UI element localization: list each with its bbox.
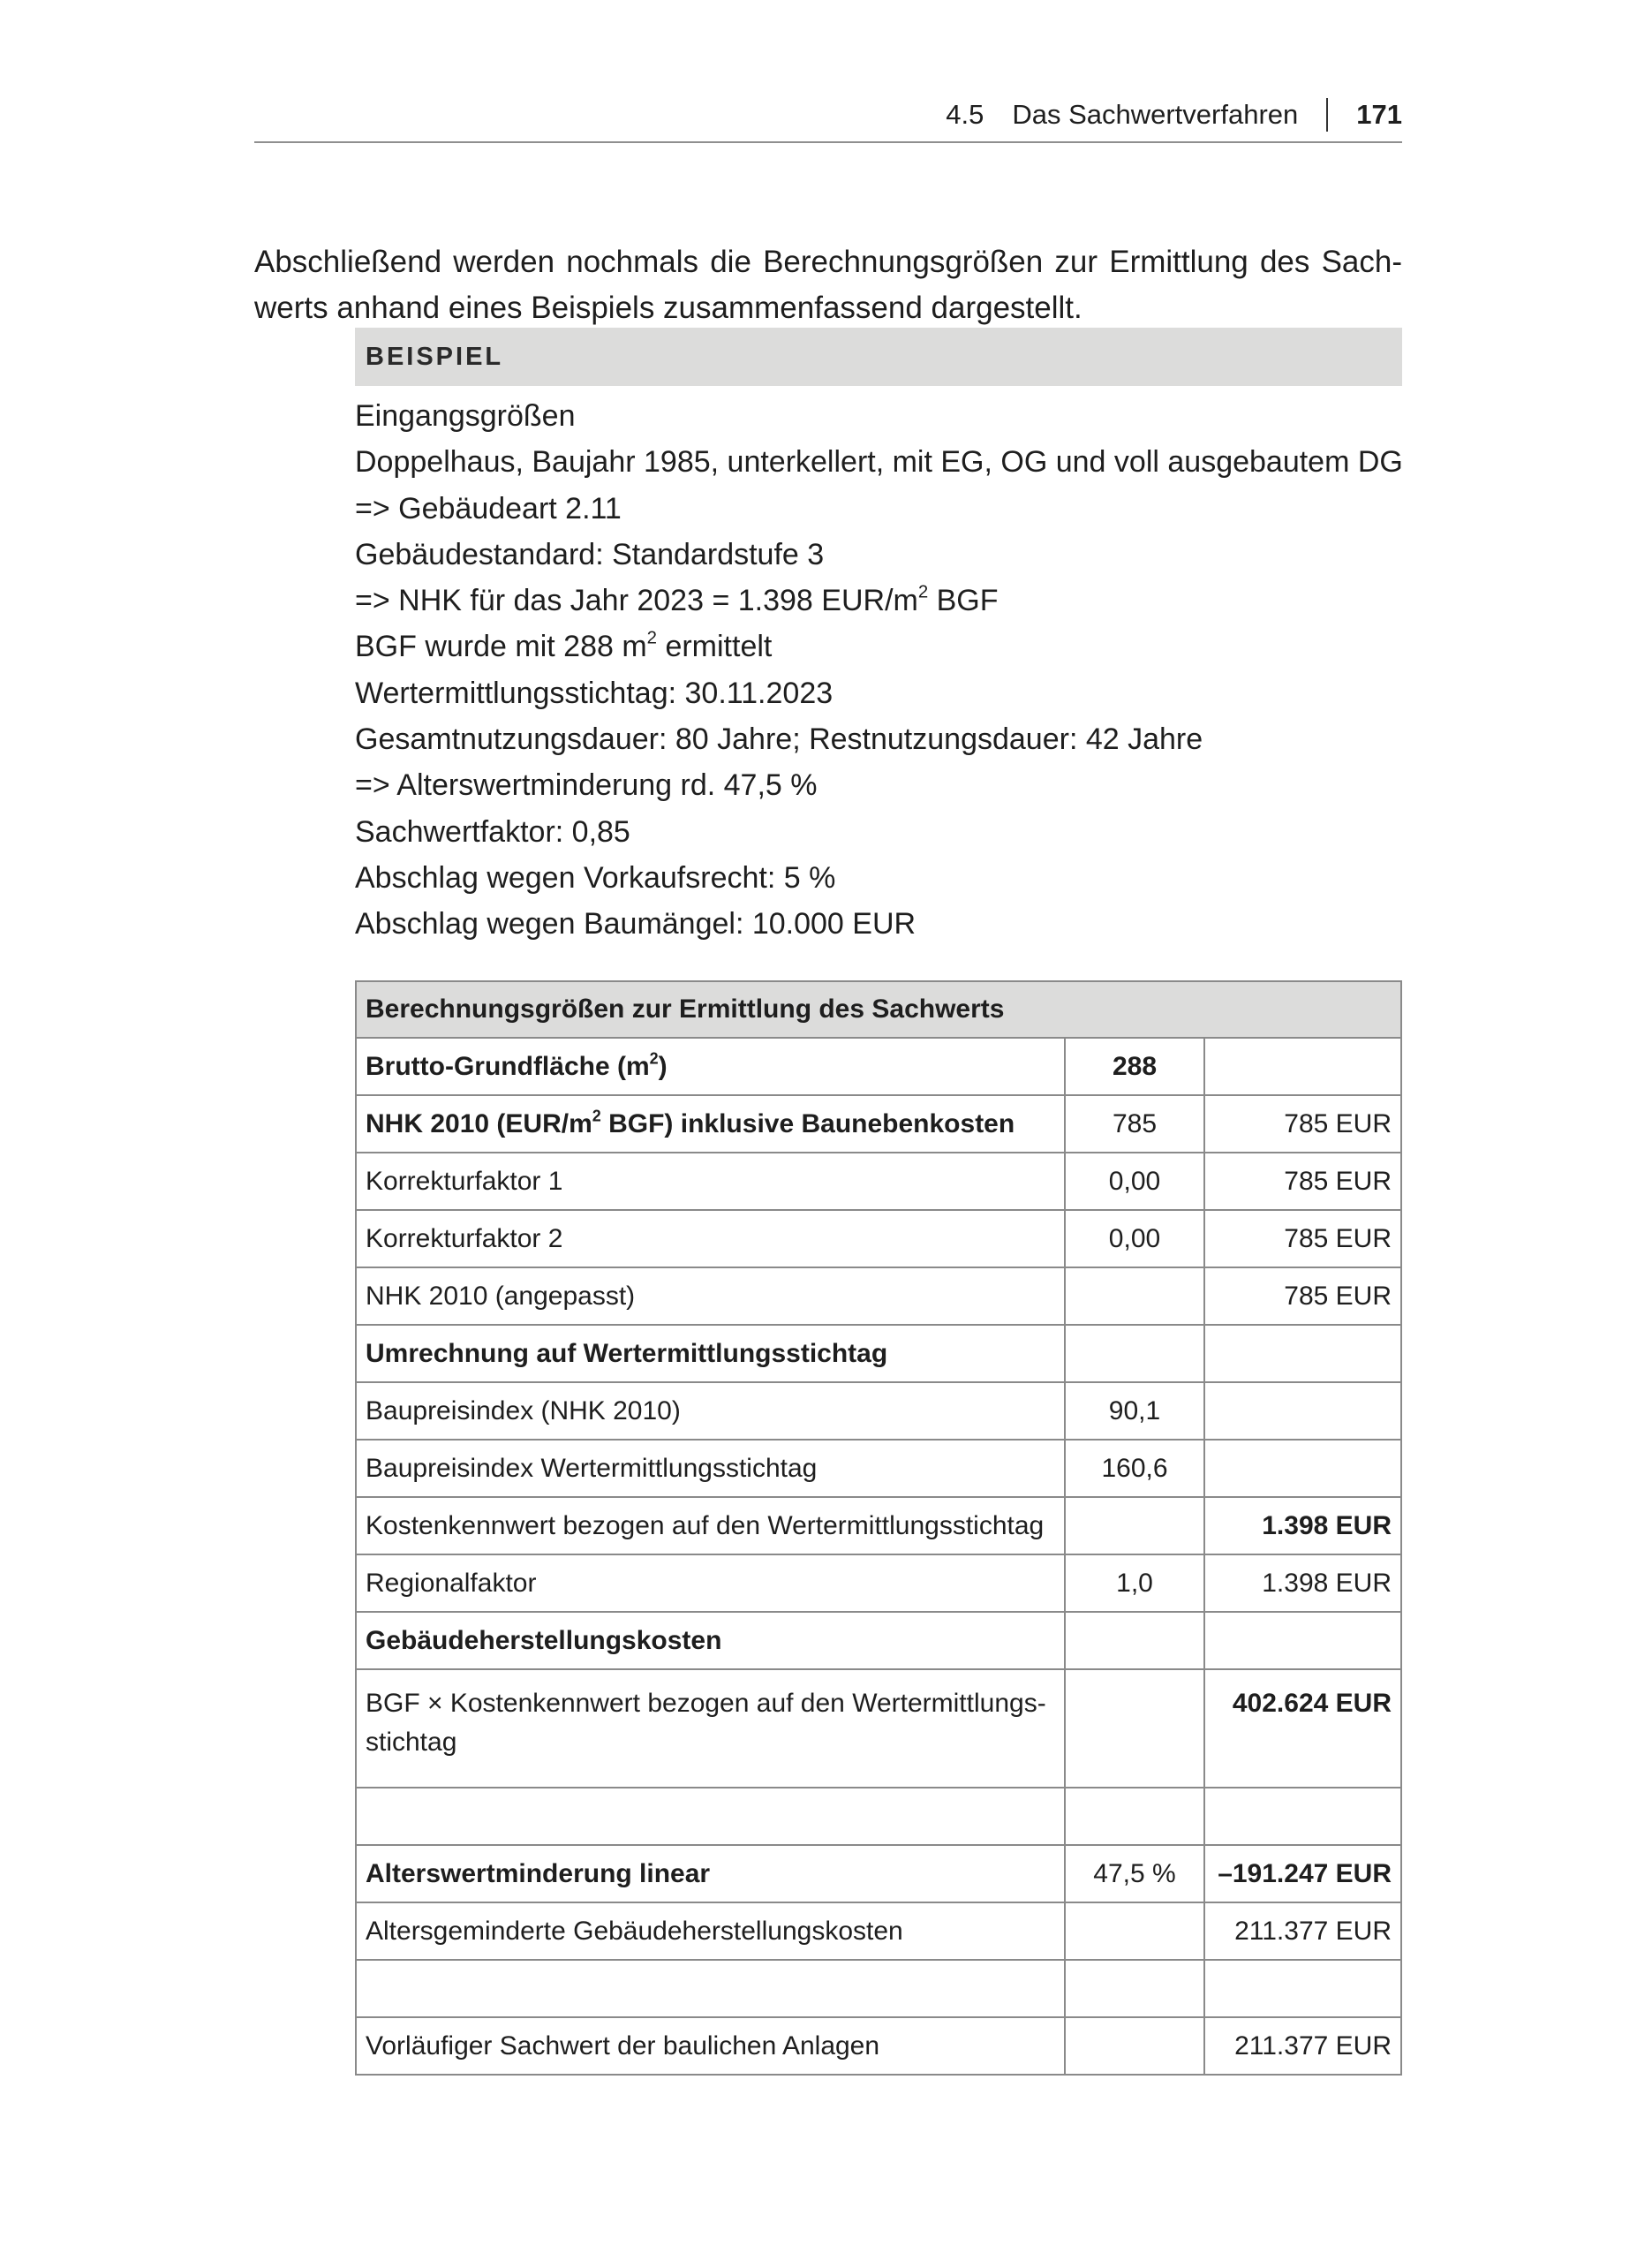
table-row — [356, 1382, 1401, 1440]
row-value — [1065, 1960, 1204, 2017]
table-row — [356, 1845, 1401, 1902]
table-row — [356, 1153, 1401, 1210]
text: ermittelt — [657, 630, 773, 664]
superscript: 2 — [917, 582, 929, 602]
input-line: Gebäudestandard: Standardstufe 3 — [355, 537, 825, 571]
section-number: 4.5 — [946, 99, 984, 130]
superscript: 2 — [646, 629, 657, 649]
input-line — [355, 624, 1402, 669]
table-row — [356, 1325, 1401, 1382]
table-row — [356, 1902, 1401, 1960]
input-line: Abschlag wegen Vorkaufsrecht: 5 % — [355, 860, 836, 895]
row-value — [1065, 2017, 1204, 2075]
row-value: 0,00 — [1065, 1210, 1204, 1267]
row-amount: 785 EUR — [1204, 1267, 1401, 1325]
row-label — [356, 1669, 1065, 1788]
row-value — [1065, 1497, 1204, 1554]
text: BGF) inklusive Baunebenkosten — [600, 1108, 1015, 1138]
row-amount — [1204, 1440, 1401, 1497]
row-amount: 211.377 EUR — [1204, 2017, 1401, 2075]
page-number: 171 — [1356, 99, 1402, 130]
text: stichtag — [366, 1728, 457, 1757]
row-amount: 211.377 EUR — [1204, 1902, 1401, 1960]
row-amount: 785 EUR — [1204, 1153, 1401, 1210]
table-row — [356, 1267, 1401, 1325]
table-row — [356, 1960, 1401, 2017]
row-label: Baupreisindex Wertermittlungsstichtag — [356, 1440, 1065, 1497]
table-title: Berechnungsgrößen zur Ermittlung des Sachwerts — [356, 981, 1401, 1038]
table-row — [356, 1038, 1401, 1095]
row-label: Vorläufiger Sachwert der baulichen Anlagen — [356, 2017, 1065, 2075]
row-value — [1065, 1267, 1204, 1325]
table-row — [356, 1095, 1401, 1153]
row-label — [356, 1960, 1065, 2017]
superscript: 2 — [592, 1106, 601, 1124]
row-label: NHK 2010 (angepasst) — [356, 1267, 1065, 1325]
row-label: Kostenkennwert bezogen auf den Wertermittlungsstichtag — [356, 1497, 1065, 1554]
row-value — [1065, 1669, 1204, 1788]
running-header — [254, 88, 1402, 143]
row-amount — [1204, 1382, 1401, 1440]
row-amount — [1204, 1960, 1401, 2017]
text: BGF × Kostenkennwert bezogen auf den Wertermittlungs- — [366, 1689, 1046, 1718]
row-label: Baupreisindex (NHK 2010) — [356, 1382, 1065, 1440]
input-line: Doppelhaus, Baujahr 1985, unterkellert, mit EG, OG und voll ausgebautem DG — [355, 445, 1403, 480]
row-label: Regionalfaktor — [356, 1554, 1065, 1612]
table-row — [356, 1497, 1401, 1554]
row-value: 0,00 — [1065, 1153, 1204, 1210]
row-amount — [1204, 1038, 1401, 1095]
table-row — [356, 1554, 1401, 1612]
row-label: Korrekturfaktor 2 — [356, 1210, 1065, 1267]
input-line: Eingangsgrößen — [355, 399, 576, 433]
row-label: Gebäudeherstellungskosten — [356, 1612, 1065, 1669]
row-label — [356, 1095, 1065, 1153]
table-row — [356, 1210, 1401, 1267]
table-row — [356, 1612, 1401, 1669]
row-label: Umrechnung auf Wertermittlungsstichtag — [356, 1325, 1065, 1382]
row-amount: 1.398 EUR — [1204, 1554, 1401, 1612]
input-line: Gesamtnutzungsdauer: 80 Jahre; Restnutzungsdauer: 42 Jahre — [355, 722, 1203, 757]
input-line: Abschlag wegen Baumängel: 10.000 EUR — [355, 907, 917, 941]
row-label — [356, 1788, 1065, 1845]
table-row — [356, 1440, 1401, 1497]
text: NHK 2010 (EUR/m — [366, 1108, 592, 1138]
table-row — [356, 1788, 1401, 1845]
row-amount — [1204, 1612, 1401, 1669]
input-line — [355, 578, 1402, 624]
row-amount: –191.247 EUR — [1204, 1845, 1401, 1902]
row-value: 47,5 % — [1065, 1845, 1204, 1902]
row-amount — [1204, 1788, 1401, 1845]
header-separator — [1326, 98, 1328, 132]
row-amount — [1204, 1325, 1401, 1382]
row-label: Alterswertminderung linear — [356, 1845, 1065, 1902]
row-value: 785 — [1065, 1095, 1204, 1153]
example-label: BEISPIEL — [366, 342, 504, 371]
row-value: 1,0 — [1065, 1554, 1204, 1612]
row-value — [1065, 1902, 1204, 1960]
calculation-table — [355, 980, 1402, 2076]
row-value — [1065, 1325, 1204, 1382]
row-amount: 785 EUR — [1204, 1095, 1401, 1153]
table-row — [356, 2017, 1401, 2075]
example-inputs — [355, 393, 1402, 948]
section-title: Das Sachwertverfahren — [1012, 99, 1299, 130]
input-line: Wertermittlungsstichtag: 30.11.2023 — [355, 676, 834, 710]
row-value: 90,1 — [1065, 1382, 1204, 1440]
row-value — [1065, 1788, 1204, 1845]
row-amount: 402.624 EUR — [1204, 1669, 1401, 1788]
text: BGF wurde mit 288 m — [355, 630, 647, 664]
text: Brutto-Grundfläche (m — [366, 1051, 650, 1081]
text: BGF — [928, 584, 999, 618]
input-line: Sachwertfaktor: 0,85 — [355, 814, 630, 849]
row-value: 288 — [1065, 1038, 1204, 1095]
input-line: => Gebäudeart 2.11 — [355, 491, 622, 526]
row-amount: 1.398 EUR — [1204, 1497, 1401, 1554]
row-label: Altersgeminderte Gebäudeherstellungskosten — [356, 1902, 1065, 1960]
row-value: 160,6 — [1065, 1440, 1204, 1497]
row-value — [1065, 1612, 1204, 1669]
row-label: Korrekturfaktor 1 — [356, 1153, 1065, 1210]
table-header-row — [356, 981, 1401, 1038]
row-amount: 785 EUR — [1204, 1210, 1401, 1267]
input-line: => Alterswertminderung rd. 47,5 % — [355, 768, 818, 803]
row-label — [356, 1038, 1065, 1095]
text: ) — [658, 1051, 668, 1081]
example-heading — [355, 328, 1402, 386]
superscript: 2 — [649, 1048, 659, 1067]
text: => NHK für das Jahr 2023 = 1.398 EUR/m — [355, 584, 918, 618]
intro-paragraph: Abschließend werden nochmals die Berechnungsgrößen zur Ermittlung des Sachwerts anhand eines Beispiels zusammenfassend dargestellt. — [254, 245, 1402, 325]
table-row — [356, 1669, 1401, 1788]
